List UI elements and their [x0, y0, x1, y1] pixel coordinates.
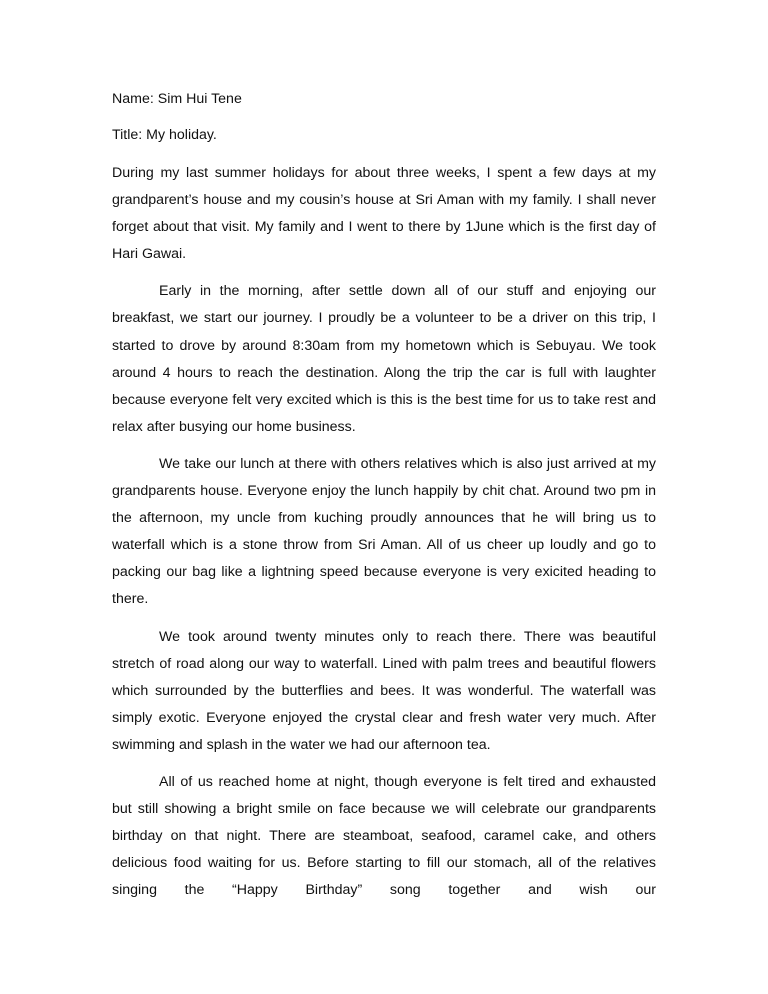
- paragraph-journey: Early in the morning, after settle down all of our stuff and enjoying our breakfast, we start our journey. I proudly be a volunteer to be a driver on this trip, I started to drove by around 8:30am from my hometown which is Sebuyau. We took around 4 hours to reach the destination. Along the trip the car is full with laughter because everyone felt very excited which is this is the best time for us to take rest and relax after busying our home business.: [112, 283, 656, 435]
- paragraph-lunch: We take our lunch at there with others relatives which is also just arrived at my grandparents house. Everyone enjoy the lunch happily by chit chat. Around two pm in the afternoon, my uncle from kuching proudly announces that he will bring us to waterfall which is a stone throw from Sri Aman. All of us cheer up loudly and go to packing our bag like a lightning speed because everyone is very exicited heading to there.: [112, 455, 656, 608]
- paragraph-waterfall: We took around twenty minutes only to reach there. There was beautiful stretch of road along our way to waterfall. Lined with palm trees and beautiful flowers which surrounded by the butterflies and bees. It was wonderful. The waterfall was simply exotic. Everyone enjoyed the crystal clear and fresh water very much. After swimming and splash in the water we had our afternoon tea.: [112, 628, 656, 753]
- document-page: [112, 88, 656, 914]
- paragraph-intro: During my last summer holidays for about three weeks, I spent a few days at my grandparent’s house and my cousin’s house at Sri Aman with my family. I shall never forget about that visit. My family and I went to there by 1June which is the first day of Hari Gawai.: [112, 165, 656, 263]
- paragraph-birthday: All of us reached home at night, though everyone is felt tired and exhausted but still showing a bright smile on face because we will celebrate our grandparents birthday on that night. There are steamboat, seafood, caramel cake, and others delicious food waiting for us. Before starting to fill our stomach, all of the relatives singing the “Happy Birthday” song together and wish our: [112, 773, 656, 899]
- name-line: Name: Sim Hui Tene: [112, 91, 242, 107]
- title-line: Title: My holiday.: [112, 127, 217, 143]
